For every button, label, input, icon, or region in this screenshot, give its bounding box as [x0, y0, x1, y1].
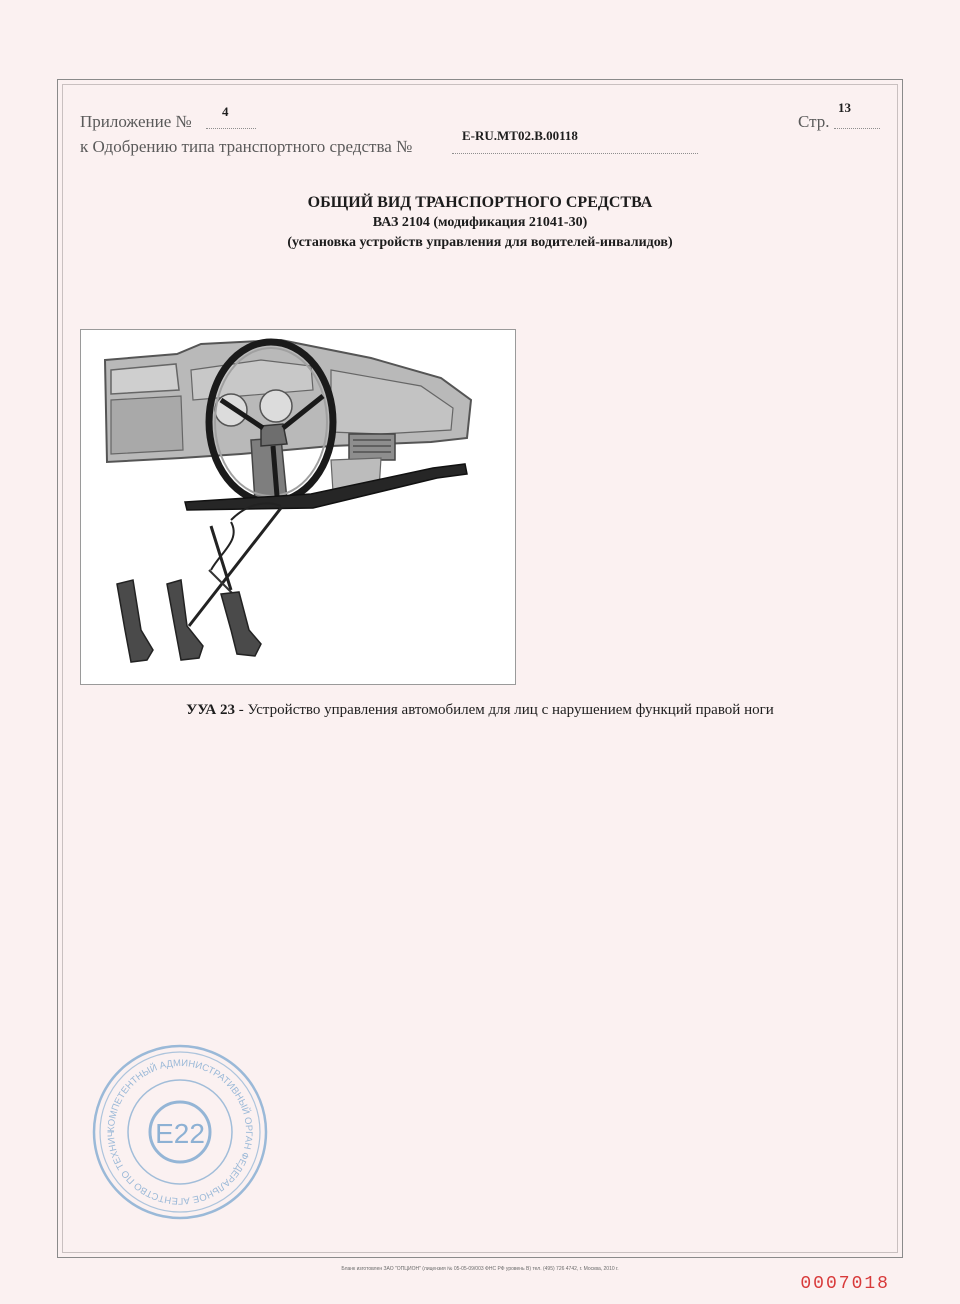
caption-code: УУА 23: [186, 702, 235, 718]
vehicle-controls-figure: [80, 329, 516, 685]
stamp-center-text: E22: [155, 1118, 205, 1149]
appendix-number-underline: [206, 128, 256, 129]
figure-caption: [0, 702, 960, 719]
page-number: 13: [838, 100, 851, 115]
appendix-number: 4: [222, 104, 229, 119]
approval-number-underline: [452, 153, 698, 154]
approval-label: к Одобрению типа транспортного средства №: [80, 137, 413, 156]
official-stamp: [90, 1042, 270, 1222]
dashboard-drawing: [81, 330, 515, 684]
page-label: Стр.: [798, 112, 830, 131]
serial-number: 0007018: [800, 1274, 890, 1294]
page-number-underline: [834, 128, 880, 129]
title-line-1: ОБЩИЙ ВИД ТРАНСПОРТНОГО СРЕДСТВА: [307, 194, 653, 211]
title-line-2: ВАЗ 2104 (модификация 21041-30): [372, 215, 588, 230]
approval-number: E-RU.MT02.B.00118: [462, 128, 578, 143]
stamp-ring-text: КОМПЕТЕНТНЫЙ АДМИНИСТРАТИВНЫЙ ОРГАН ФЕДЕРАЛЬНОЕ АГЕНТСТВО ПО ТЕХНИЧ: [105, 1057, 255, 1207]
title-line-3: (установка устройств управления для водителей-инвалидов): [287, 235, 673, 250]
appendix-label: Приложение №: [80, 112, 192, 131]
printer-note: Бланк изготовлен ЗАО "ОПЦИОН" (лицензия № 05-05-09/003 ФНС РФ уровень В) тел. (495) 726 4742, г. Москва, 2010 г.: [341, 1266, 619, 1272]
caption-text: - Устройство управления автомобилем для лиц с нарушением функций правой ноги: [234, 702, 774, 718]
